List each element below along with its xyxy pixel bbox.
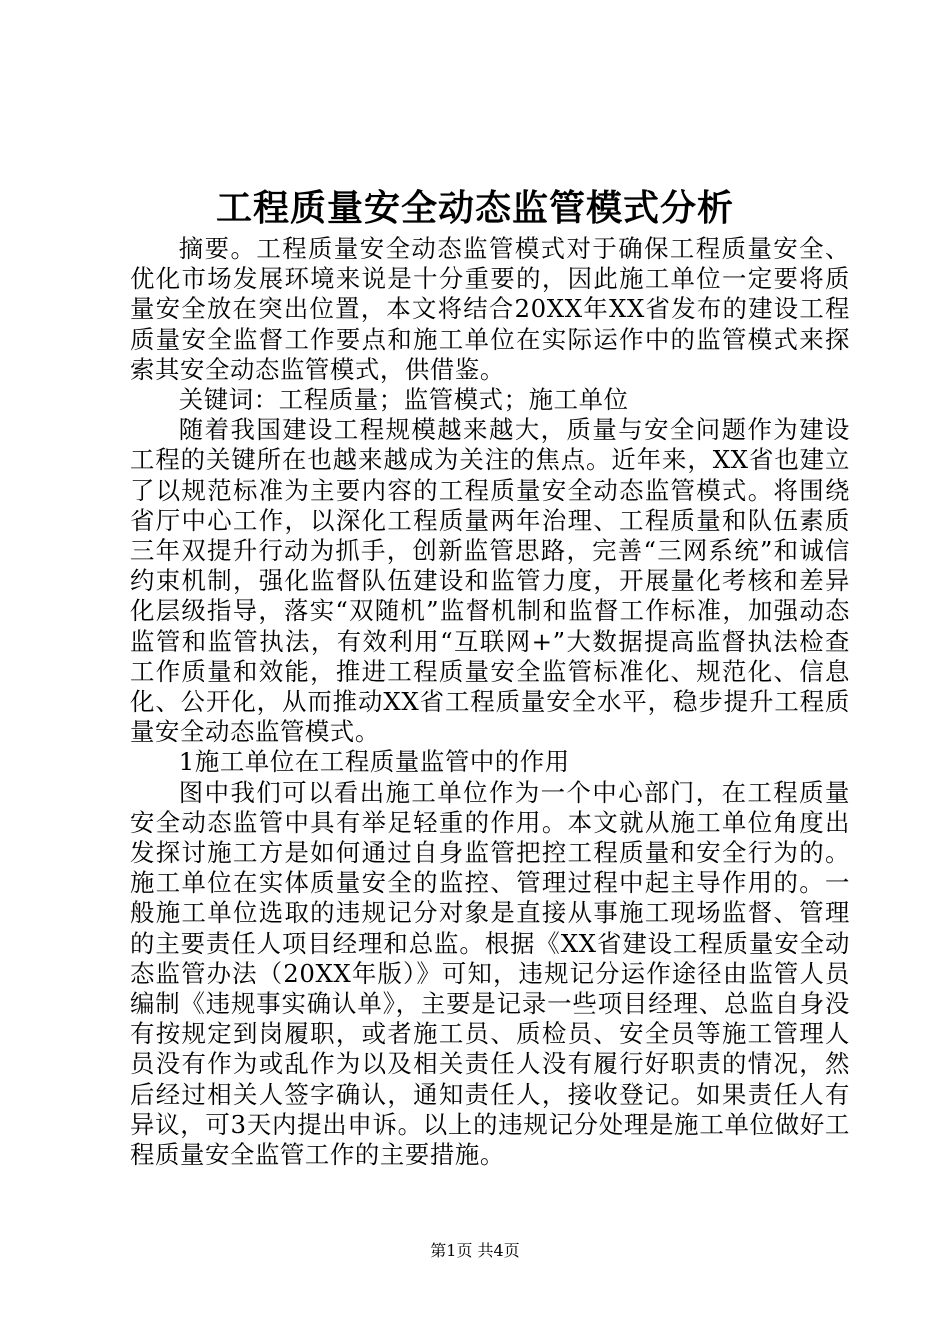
abstract-paragraph: 摘要。工程质量安全动态监管模式对于确保工程质量安全、优化市场发展环境来说是十分重要的，因此施工单位一定要将质量安全放在突出位置，本文将结合20XX年XX省发布的建设工程质量安全监督工作要点和施工单位在实际运作中的监管模式来探索其安全动态监管模式，供借鉴。 xyxy=(130,234,850,384)
page-number: 第1页 共4页 xyxy=(430,1241,520,1260)
section-heading: 1施工单位在工程质量监管中的作用 xyxy=(178,747,570,777)
section-paragraph: 图中我们可以看出施工单位作为一个中心部门，在工程质量安全动态监管中具有举足轻重的作用。本文就从施工单位角度出发探讨施工方是如何通过自身监管把控工程质量和安全行为的。施工单位在实体质量安全的监控、管理过程中起主导作用的。一般施工单位选取的违规记分对象是直接从事施工现场监督、管理的主要责任人项目经理和总监。根据《XX省建设工程质量安全动态监管办法（20XX年版）》可知，违规记分运作途径由监管人员编制《违规事实确认单》，主要是记录一些项目经理、总监自身没有按规定到岗履职，或者施工员、质检员、安全员等施工管理人员没有作为或乱作为以及相关责任人没有履行好职责的情况，然后经过相关人签字确认，通知责任人，接收登记。如果责任人有异议，可3天内提出申诉。以上的违规记分处理是施工单位做好工程质量安全监管工作的主要措施。 xyxy=(130,777,850,1170)
document-body xyxy=(130,234,850,1170)
keywords-paragraph: 关键词：工程质量；监管模式；施工单位 xyxy=(178,385,629,415)
document-title: 工程质量安全动态监管模式分析 xyxy=(215,187,734,229)
intro-paragraph: 随着我国建设工程规模越来越大，质量与安全问题作为建设工程的关键所在也越来越成为关注的焦点。近年来，XX省也建立了以规范标准为主要内容的工程质量安全动态监管模式。将围绕省厅中心工作，以深化工程质量两年治理、工程质量和队伍素质三年双提升行动为抓手，创新监管思路，完善“三网系统”和诚信约束机制，强化监督队伍建设和监管力度，开展量化考核和差异化层级指导，落实“双随机”监督机制和监督工作标准，加强动态监管和监管执法，有效利用“互联网+”大数据提高监督执法检查工作质量和效能，推进工程质量安全监管标准化、规范化、信息化、公开化，从而推动XX省工程质量安全水平，稳步提升工程质量安全动态监管模式。 xyxy=(130,415,850,747)
